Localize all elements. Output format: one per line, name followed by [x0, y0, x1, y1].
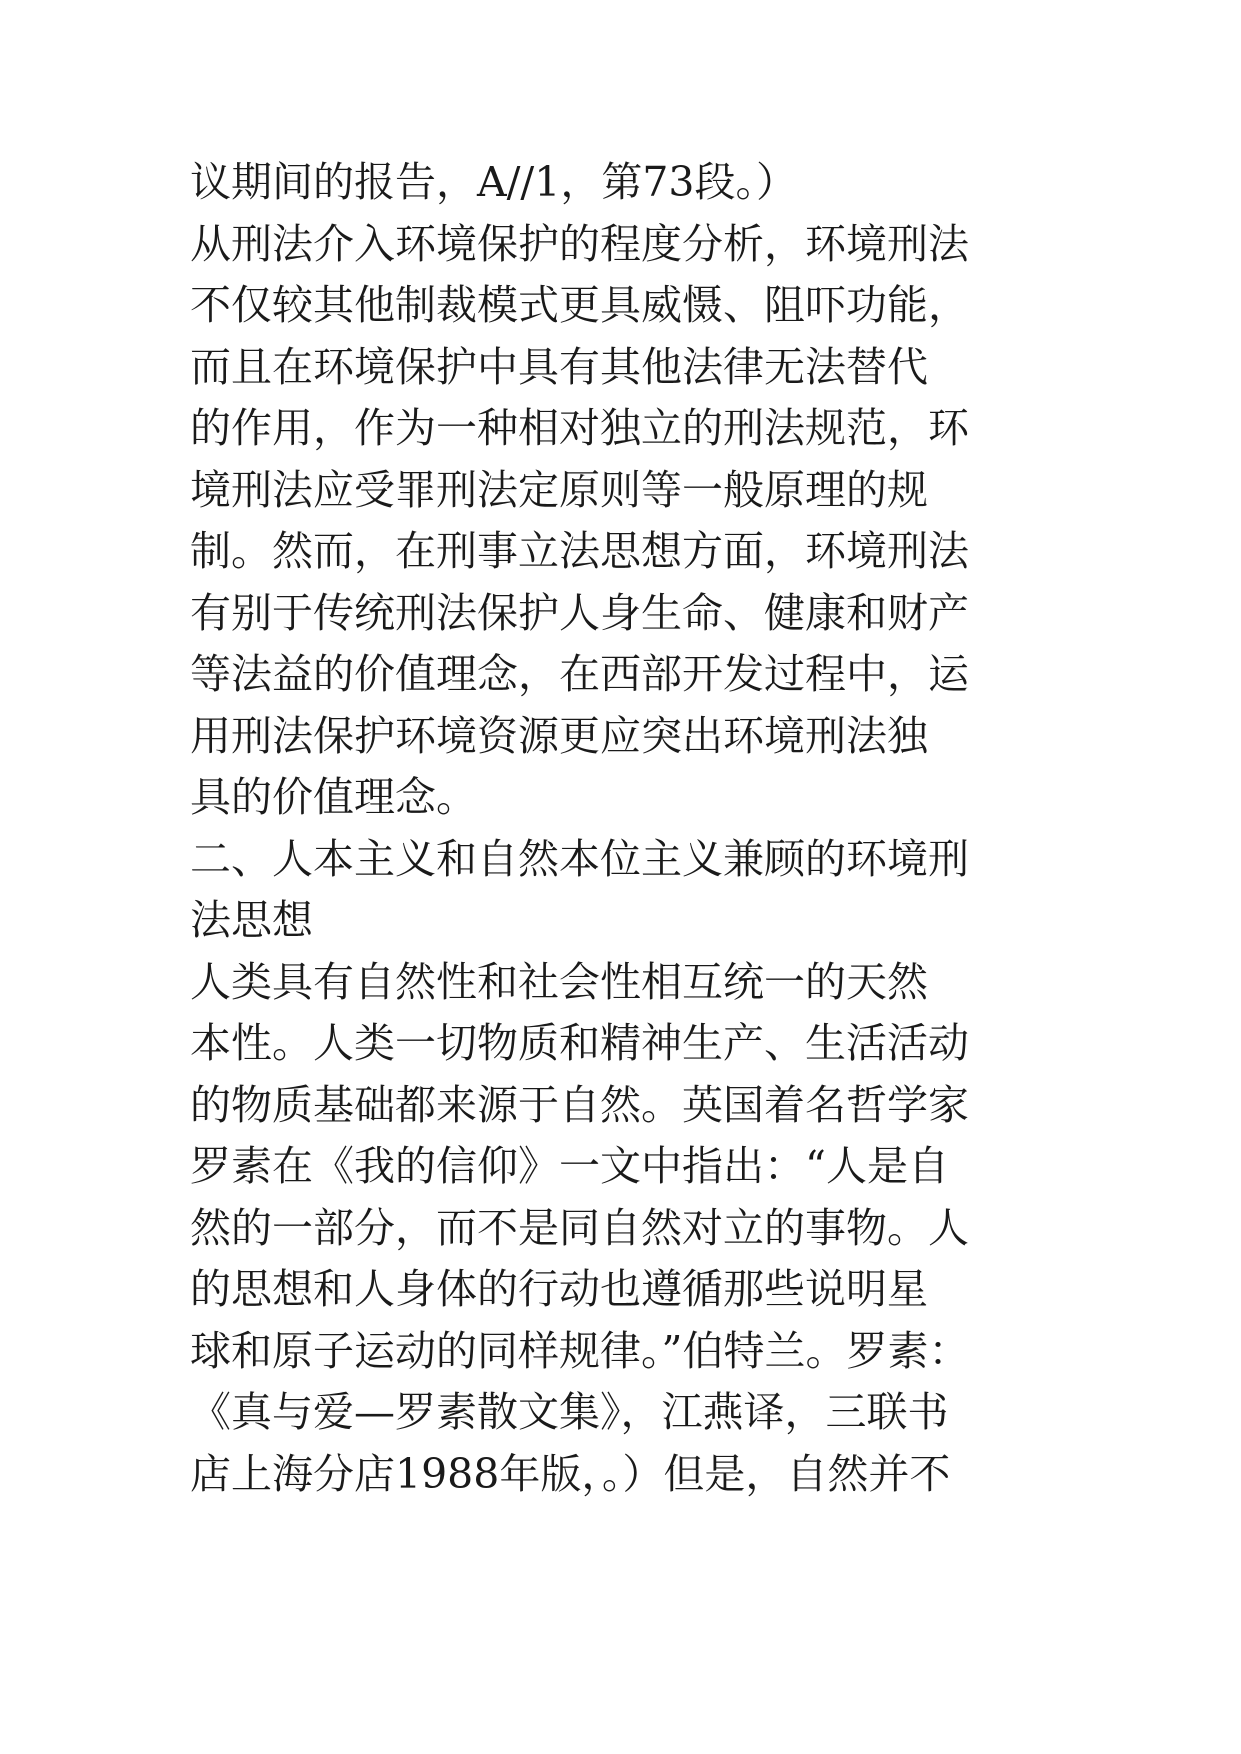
text-line: 本性。人类一切物质和精神生产、生活活动	[190, 1019, 969, 1067]
text-line: 罗素在《我的信仰》一文中指出：“人是自	[190, 1142, 949, 1190]
text-line: 的物质基础都来源于自然。英国着名哲学家	[190, 1080, 969, 1129]
body-text	[190, 152, 1090, 1505]
text-line: 从刑法介入环境保护的程度分析，环境刑法	[190, 219, 969, 268]
text-line: 有别于传统刑法保护人身生命、健康和财产	[190, 588, 969, 637]
text-line: 议期间的报告，A//1，第73段。）	[190, 158, 797, 206]
text-line: 店上海分店1988年版，。）但是，自然并不	[190, 1449, 951, 1498]
text-line: 而且在环境保护中具有其他法律无法替代	[190, 342, 928, 391]
text-line: 具的价值理念。	[190, 773, 477, 821]
text-line: 制。然而，在刑事立法思想方面，环境刑法	[190, 527, 969, 575]
text-line: 不仅较其他制裁模式更具威慑、阻吓功能，	[190, 281, 969, 329]
text-line: 的作用，作为一种相对独立的刑法规范，环	[190, 404, 969, 452]
text-line: 《真与爱—罗素散文集》，江燕译，三联书	[190, 1388, 949, 1436]
text-line: 等法益的价值理念，在西部开发过程中，运	[190, 650, 969, 698]
text-line: 球和原子运动的同样规律。”伯特兰。罗素：	[190, 1326, 970, 1375]
text-line: 用刑法保护环境资源更应突出环境刑法独	[190, 711, 928, 760]
text-line: 然的一部分，而不是同自然对立的事物。人	[190, 1203, 969, 1252]
text-line: 的思想和人身体的行动也遵循那些说明星	[190, 1265, 928, 1313]
section-heading-line: 法思想	[190, 896, 313, 944]
section-heading-line: 二、人本主义和自然本位主义兼顾的环境刑	[190, 834, 969, 883]
text-line: 境刑法应受罪刑法定原则等一般原理的规	[190, 465, 928, 514]
text-line: 人类具有自然性和社会性相互统一的天然	[190, 957, 928, 1006]
